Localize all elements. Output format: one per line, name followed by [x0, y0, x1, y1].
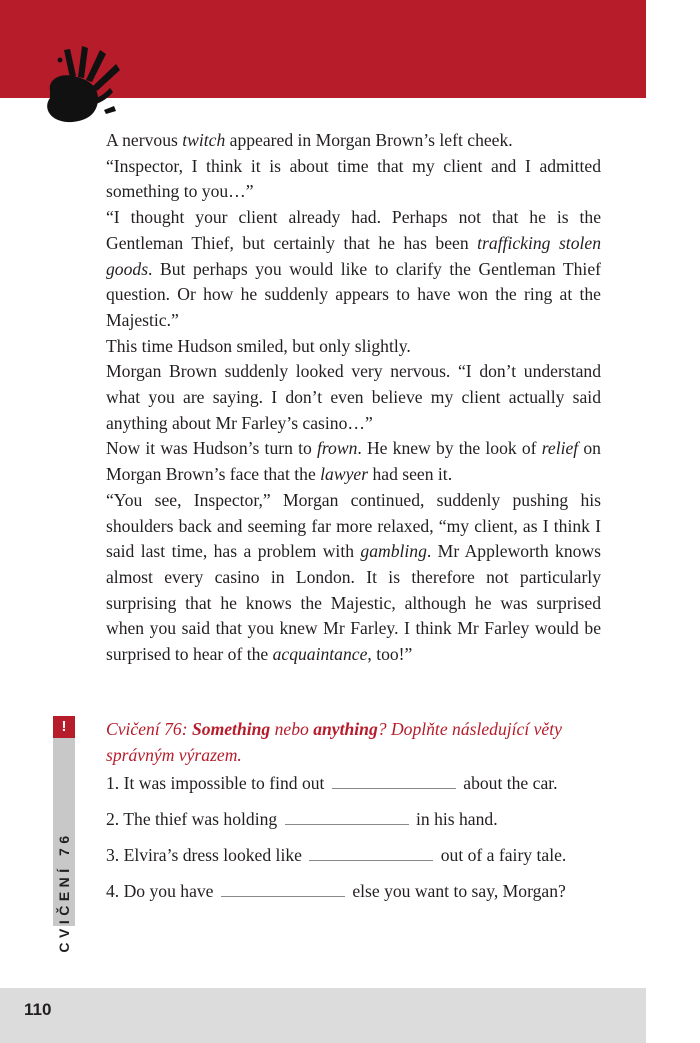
story-paragraph — [106, 205, 601, 334]
story-paragraph — [106, 128, 601, 154]
exercise-tab-label: CVIČENÍ 76 — [56, 831, 72, 953]
italic-term: frown — [316, 438, 358, 459]
question-text-after: else you want to say, Morgan? — [352, 881, 566, 901]
exercise-instruction — [106, 717, 606, 768]
text-run: , too!” — [367, 644, 413, 665]
story-text — [106, 128, 601, 668]
story-paragraph — [106, 154, 601, 205]
answer-blank[interactable] — [332, 770, 456, 789]
text-run: on Morgan Brown’s face that the — [106, 438, 601, 485]
exercise-question — [106, 806, 498, 831]
text-run: “I thought your client already had. Perhaps not that he is the Gentleman Thief, but certainly that he has been — [106, 207, 601, 253]
italic-term: acquaintance — [272, 644, 368, 665]
exclamation-icon: ! — [53, 716, 75, 738]
question-text-after: out of a fairy tale. — [440, 845, 567, 865]
story-paragraph — [106, 334, 601, 360]
text-run: . But perhaps you would like to clarify the Gentleman Thief question. Or how he suddenly appears to have won the ring at the Majestic.” — [106, 258, 601, 330]
instruction-text: nebo — [270, 719, 314, 739]
question-text-before: 3. Elvira’s dress looked like — [106, 845, 302, 865]
italic-term: lawyer — [320, 464, 369, 485]
exercise-question — [106, 878, 566, 903]
instruction-keyword: anything — [313, 719, 378, 739]
exercise-tab — [53, 716, 75, 953]
text-run: A nervous — [106, 130, 183, 150]
question-text-before: 4. Do you have — [106, 881, 214, 901]
italic-term: trafficking stolen goods — [106, 232, 601, 279]
exercise-question — [106, 842, 566, 867]
question-text-after: in his hand. — [416, 809, 498, 829]
text-run: appeared in Morgan Brown’s left cheek. — [225, 130, 513, 150]
story-paragraph — [106, 488, 601, 668]
instruction-keyword: Something — [191, 719, 271, 739]
page-number: 110 — [24, 1000, 52, 1019]
story-paragraph — [106, 359, 601, 436]
question-text-before: 2. The thief was holding — [106, 809, 278, 829]
italic-term: twitch — [182, 130, 226, 150]
text-run: Morgan Brown suddenly looked very nervous. “I don’t understand what you are saying. I don’t even believe my client actually said anything about Mr Farley’s casino…” — [106, 361, 601, 433]
story-paragraph — [106, 436, 601, 487]
handprint-icon — [40, 40, 140, 130]
text-run: had seen it. — [368, 464, 453, 485]
text-run: This time Hudson smiled, but only slightly. — [106, 335, 411, 356]
text-run: “Inspector, I think it is about time that my client and I admitted something to you…” — [106, 155, 601, 202]
italic-term: gambling — [360, 541, 427, 562]
question-text-before: 1. It was impossible to find out — [106, 773, 325, 793]
footer-band — [0, 988, 646, 1043]
question-text-after: about the car. — [463, 773, 558, 793]
italic-term: relief — [541, 438, 579, 459]
text-run: “You see, Inspector,” Morgan continued, suddenly pushing his shoulders back and seeming far more relaxed, “my client, as I think I said last time, has a problem with — [106, 489, 601, 562]
text-run: . Mr Appleworth knows almost every casino in London. It is therefore not particularly surprising that he knows the Majestic, although he was surprised when you said that you knew Mr Farley. I think Mr Farley would be surprised to hear of the — [106, 541, 601, 665]
text-run: . He knew by the look of — [357, 438, 542, 459]
answer-blank[interactable] — [221, 878, 345, 897]
text-run: Now it was Hudson’s turn to — [106, 438, 317, 459]
answer-blank[interactable] — [285, 806, 409, 825]
instruction-text: ? Doplňte následující věty správným výrazem. — [106, 719, 562, 765]
exercise-question — [106, 770, 558, 795]
instruction-text: Cvičení 76: — [106, 719, 192, 739]
answer-blank[interactable] — [309, 842, 433, 861]
